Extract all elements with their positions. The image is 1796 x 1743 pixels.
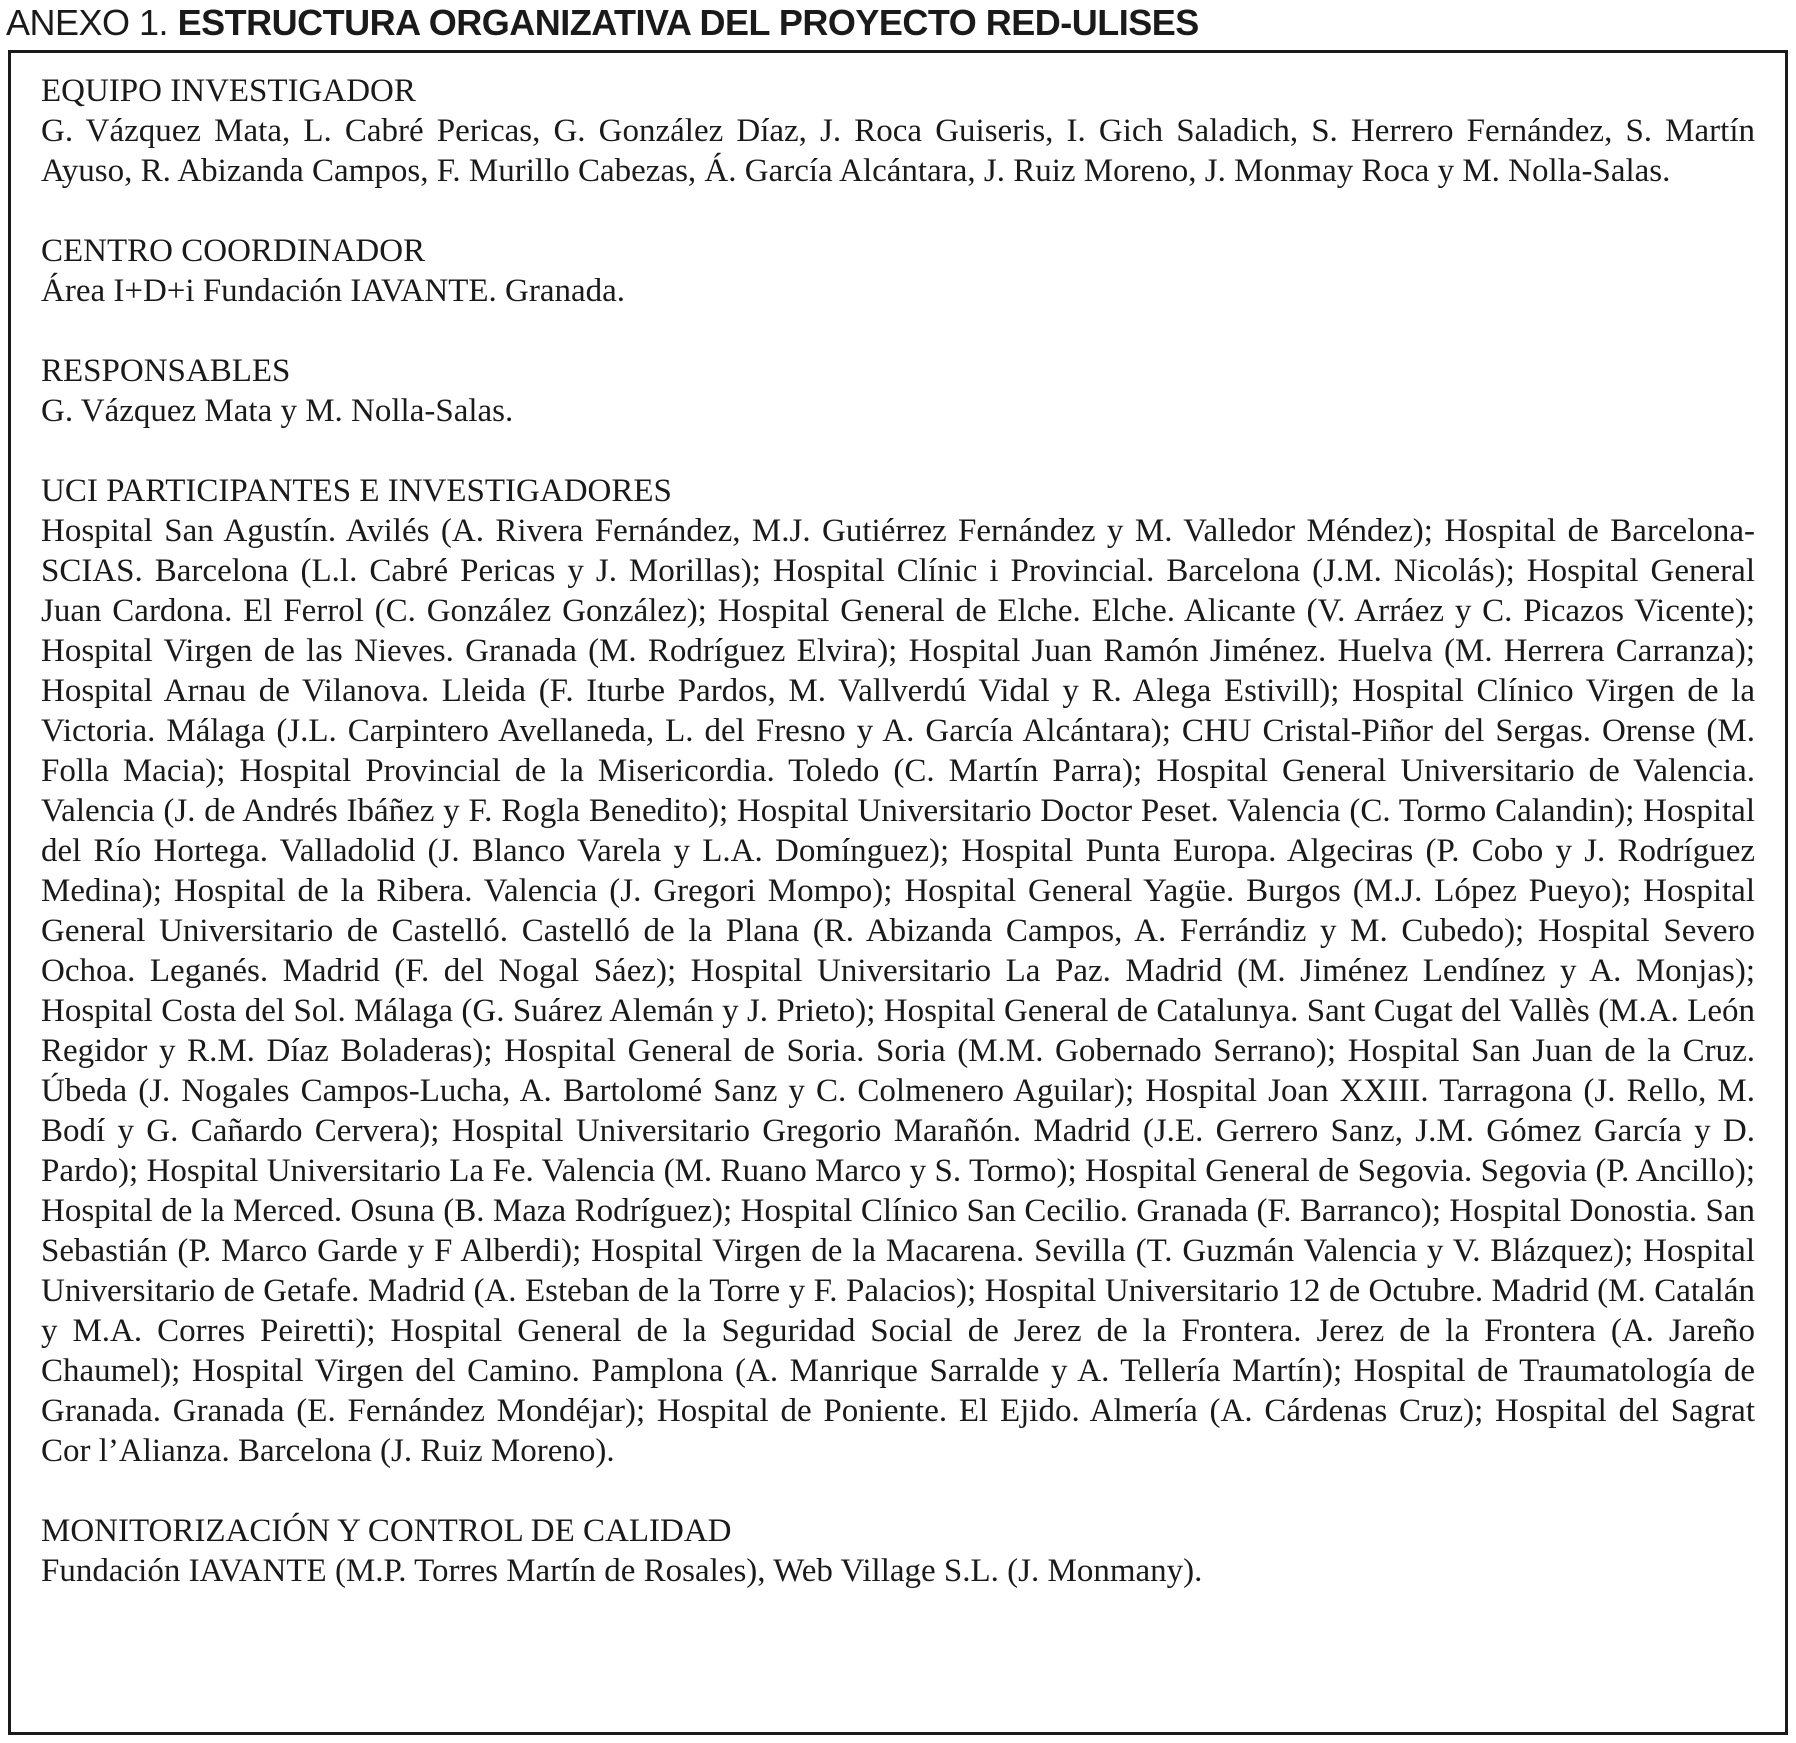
section-responsables <box>41 351 1755 431</box>
section-uci-participantes <box>41 471 1755 1471</box>
annex-title-main: ESTRUCTURA ORGANIZATIVA DEL PROYECTO RED-ULISES <box>177 2 1199 43</box>
section-body: G. Vázquez Mata, L. Cabré Pericas, G. González Díaz, J. Roca Guiseris, I. Gich Saladich, S. Herrero Fernández, S. Martín Ayuso, R. Abizanda Campos, F. Murillo Cabezas, Á. García Alcántara, J. Ruiz Moreno, J. Monmay Roca y M. Nolla-Salas. <box>41 113 1755 189</box>
annex-title <box>6 2 1199 44</box>
section-heading: EQUIPO INVESTIGADOR <box>41 73 416 109</box>
section-heading: MONITORIZACIÓN Y CONTROL DE CALIDAD <box>41 1513 732 1549</box>
section-heading: CENTRO COORDINADOR <box>41 233 426 269</box>
section-body: G. Vázquez Mata y M. Nolla-Salas. <box>41 393 514 429</box>
section-monitorizacion <box>41 1511 1755 1591</box>
section-body: Área I+D+i Fundación IAVANTE. Granada. <box>41 273 626 309</box>
section-body: Hospital San Agustín. Avilés (A. Rivera Fernández, M.J. Gutiérrez Fernández y M. Valledor Méndez); Hospital de Barcelona-SCIAS. Barcelona (L.l. Cabré Pericas y J. Morillas); Hospital Clínic i Provincial. Barcelona (J.M. Nicolás); Hospital General Juan Cardona. El Ferrol (C. González González); Hospital General de Elche. Elche. Alicante (V. Arráez y C. Picazos Vicente); Hospital Virgen de las Nieves. Granada (M. Rodríguez Elvira); Hospital Juan Ramón Jiménez. Huelva (M. Herrera Carranza); Hospital Arnau de Vilanova. Lleida (F. Iturbe Pardos, M. Vallverdú Vidal y R. Alega Estivill); Hospital Clínico Virgen de la Victoria. Málaga (J.L. Carpintero Avellaneda, L. del Fresno y A. García Alcántara); CHU Cristal-Piñor del Sergas. Orense (M. Folla Macia); Hospital Provincial de la Misericordia. Toledo (C. Martín Parra); Hospital General Universitario de Valencia. Valencia (J. de Andrés Ibáñez y F. Rogla Benedito); Hospital Universitario Doctor Peset. Valencia (C. Tormo Calandin); Hospital del Río Hortega. Valladolid (J. Blanco Varela y L.A. Domínguez); Hospital Punta Europa. Algeciras (P. Cobo y J. Rodríguez Medina); Hospital de la Ribera. Valencia (J. Gregori Mompo); Hospital General Yagüe. Burgos (M.J. López Pueyo); Hospital General Universitario de Castelló. Castelló de la Plana (R. Abizanda Campos, A. Ferrándiz y M. Cubedo); Hospital Severo Ochoa. Leganés. Madrid (F. del Nogal Sáez); Hospital Universitario La Paz. Madrid (M. Jiménez Lendínez y A. Monjas); Hospital Costa del Sol. Málaga (G. Suárez Alemán y J. Prieto); Hospital General de Catalunya. Sant Cugat del Vallès (M.A. León Regidor y R.M. Díaz Boladeras); Hospital General de Soria. Soria (M.M. Gobernado Serrano); Hospital San Juan de la Cruz. Úbeda (J. Nogales Campos-Lucha, A. Bartolomé Sanz y C. Colmenero Aguilar); Hospital Joan XXIII. Tarragona (J. Rello, M. Bodí y G. Cañardo Cervera); Hospital Universitario Gregorio Marañón. Madrid (J.E. Gerrero Sanz, J.M. Gómez García y D. Pardo); Hospital Universitario La Fe. Valencia (M. Ruano Marco y S. Tormo); Hospital General de Segovia. Segovia (P. Ancillo); Hospital de la Merced. Osuna (B. Maza Rodríguez); Hospital Clínico San Cecilio. Granada (F. Barranco); Hospital Donostia. San Sebastián (P. Marco Garde y F Alberdi); Hospital Virgen de la Macarena. Sevilla (T. Guzmán Valencia y V. Blázquez); Hospital Universitario de Getafe. Madrid (A. Esteban de la Torre y F. Palacios); Hospital Universitario 12 de Octubre. Madrid (M. Catalán y M.A. Corres Peiretti); Hospital General de la Seguridad Social de Jerez de la Frontera. Jerez de la Frontera (A. Jareño Chaumel); Hospital Virgen del Camino. Pamplona (A. Manrique Sarralde y A. Tellería Martín); Hospital de Traumatología de Granada. Granada (E. Fernández Mondéjar); Hospital de Poniente. El Ejido. Almería (A. Cárdenas Cruz); Hospital del Sagrat Cor l’Alianza. Barcelona (J. Ruiz Moreno). <box>41 513 1755 1469</box>
section-equipo-investigador <box>41 71 1755 191</box>
section-centro-coordinador <box>41 231 1755 311</box>
content-box <box>8 50 1788 1735</box>
section-heading: RESPONSABLES <box>41 353 291 389</box>
section-body: Fundación IAVANTE (M.P. Torres Martín de Rosales), Web Village S.L. (J. Monmany). <box>41 1553 1203 1589</box>
section-heading: UCI PARTICIPANTES E INVESTIGADORES <box>41 473 672 509</box>
annex-title-prefix: ANEXO 1. <box>6 2 169 43</box>
